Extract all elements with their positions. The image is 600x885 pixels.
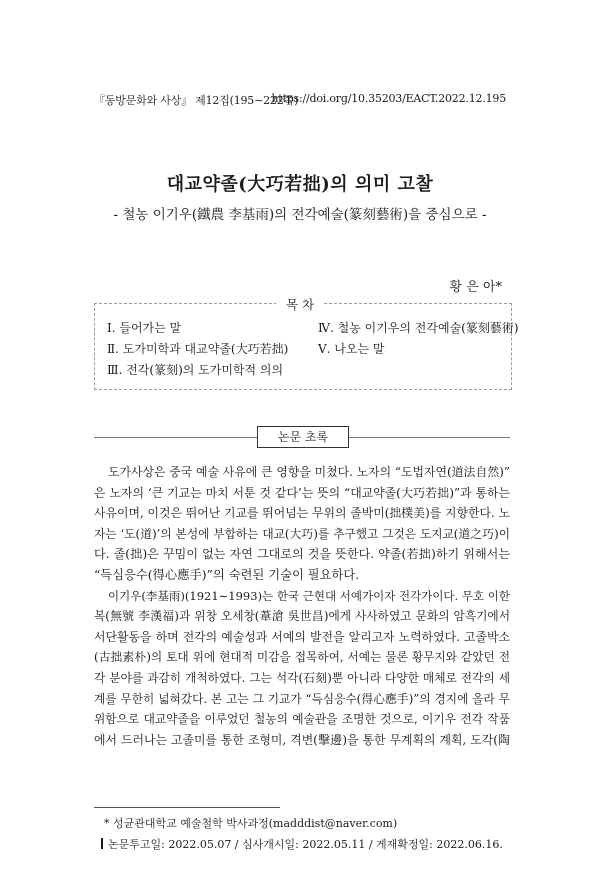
footnote-dates-text: 논문투고일: 2022.05.07 / 심사개시일: 2022.05.11 / 게재확정일: 2022.06.16.: [108, 838, 503, 851]
text-line: 서단활동을 하며 전각의 예술성과 서예의 발전을 알리고자 노력하였다. 고졸박소: [94, 629, 510, 644]
text-line: 계를 무한히 넓혀갔다. 본 고는 그 기교가 “득심응수(得心應手)”의 경지에 올라 무: [94, 691, 510, 706]
text-line: 다. 졸(拙)은 꾸밈이 없는 자연 그대로의 것을 뜻한다. 약졸(若拙)하기 위해서는: [94, 547, 510, 562]
abstract-body: [94, 462, 510, 750]
text-line: 위함으로 대교약졸을 이루었던 철농의 예술관을 조명한 것으로, 이기우 전각 작품: [94, 712, 510, 727]
abstract-paragraph-1: [94, 462, 510, 586]
toc-heading-text: 목 차: [276, 297, 324, 312]
toc-item: Ⅳ. 철농 이기우의 전각예술(篆刻藝術): [318, 321, 519, 335]
toc-item: Ⅲ. 전각(篆刻)의 도가미학적 의의: [107, 363, 284, 377]
journal-citation: 『동방문화와 사상』 제12집(195∼222쪽): [94, 94, 299, 107]
toc-column-right: [318, 318, 519, 360]
paper-subtitle: - 철농 이기우(鐵農 李基雨)의 전각예술(篆刻藝術)을 중심으로 -: [113, 207, 487, 223]
footnote-affiliation: * 성균관대학교 예술철학 박사과정(madddist@naver.com): [104, 817, 398, 830]
text-line: 에서 드러나는 고졸미를 통한 조형미, 격변(擊邊)을 통한 무계획의 계획, 도각(陶: [94, 732, 510, 747]
abstract-label: 논문 초록: [257, 426, 349, 448]
toc-heading: [0, 295, 600, 313]
text-line: 이기우(李基雨)(1921∼1993)는 한국 근현대 서예가이자 전각가이다. 무호 이한: [108, 588, 510, 603]
text-line: 은 노자의 ‘큰 기교는 마치 서툰 것 같다’는 뜻의 “대교약졸(大巧若拙)”과 통하는: [94, 485, 510, 500]
text-line: 각 분야를 과감히 개척하였다. 그는 석각(石刻)뿐 아니라 다양한 매체로 전각의 세: [94, 670, 510, 685]
toc-item: Ⅰ. 들어가는 말: [107, 321, 182, 335]
toc-item: Ⅴ. 나오는 말: [318, 342, 385, 356]
footnote-dates: [101, 836, 503, 852]
toc-item: Ⅱ. 도가미학과 대교약졸(大巧若拙): [107, 342, 289, 356]
text-line: 자는 ‘도(道)’의 본성에 부합하는 대교(大巧)를 추구했고 그것은 도지교(道之巧)이: [94, 526, 510, 541]
author-name: 황 은 아*: [449, 280, 502, 295]
doi-link[interactable]: https://doi.org/10.35203/EACT.2022.12.195: [271, 92, 506, 105]
text-line: “득심응수(得心應手)”의 숙련된 기술이 필요하다.: [94, 567, 360, 582]
paper-title: 대교약졸(大巧若拙)의 의미 고찰: [166, 174, 434, 195]
text-line: 복(無號 李漢福)과 위창 오세창(葦滄 吳世昌)에게 사사하였고 문화의 암흑기에서: [94, 609, 510, 624]
footnote-rule: [94, 807, 280, 808]
text-line: (古拙素朴)의 토대 위에 현대적 미감을 접목하여, 서예는 물론 황무지와 같았던 전: [94, 650, 510, 665]
abstract-paragraph-2: [94, 586, 510, 751]
toc-column-left: [107, 318, 288, 381]
text-line: 사유이며, 이것은 뛰어난 기교를 뛰어넘는 무위의 졸박미(拙樸美)를 지향한다. 노: [94, 506, 510, 521]
text-line: 도가사상은 중국 예술 사유에 큰 영향을 미쳤다. 노자의 “도법자연(道法自然)”: [108, 465, 510, 479]
running-header: [94, 92, 506, 110]
footnote-marker: [101, 838, 103, 849]
